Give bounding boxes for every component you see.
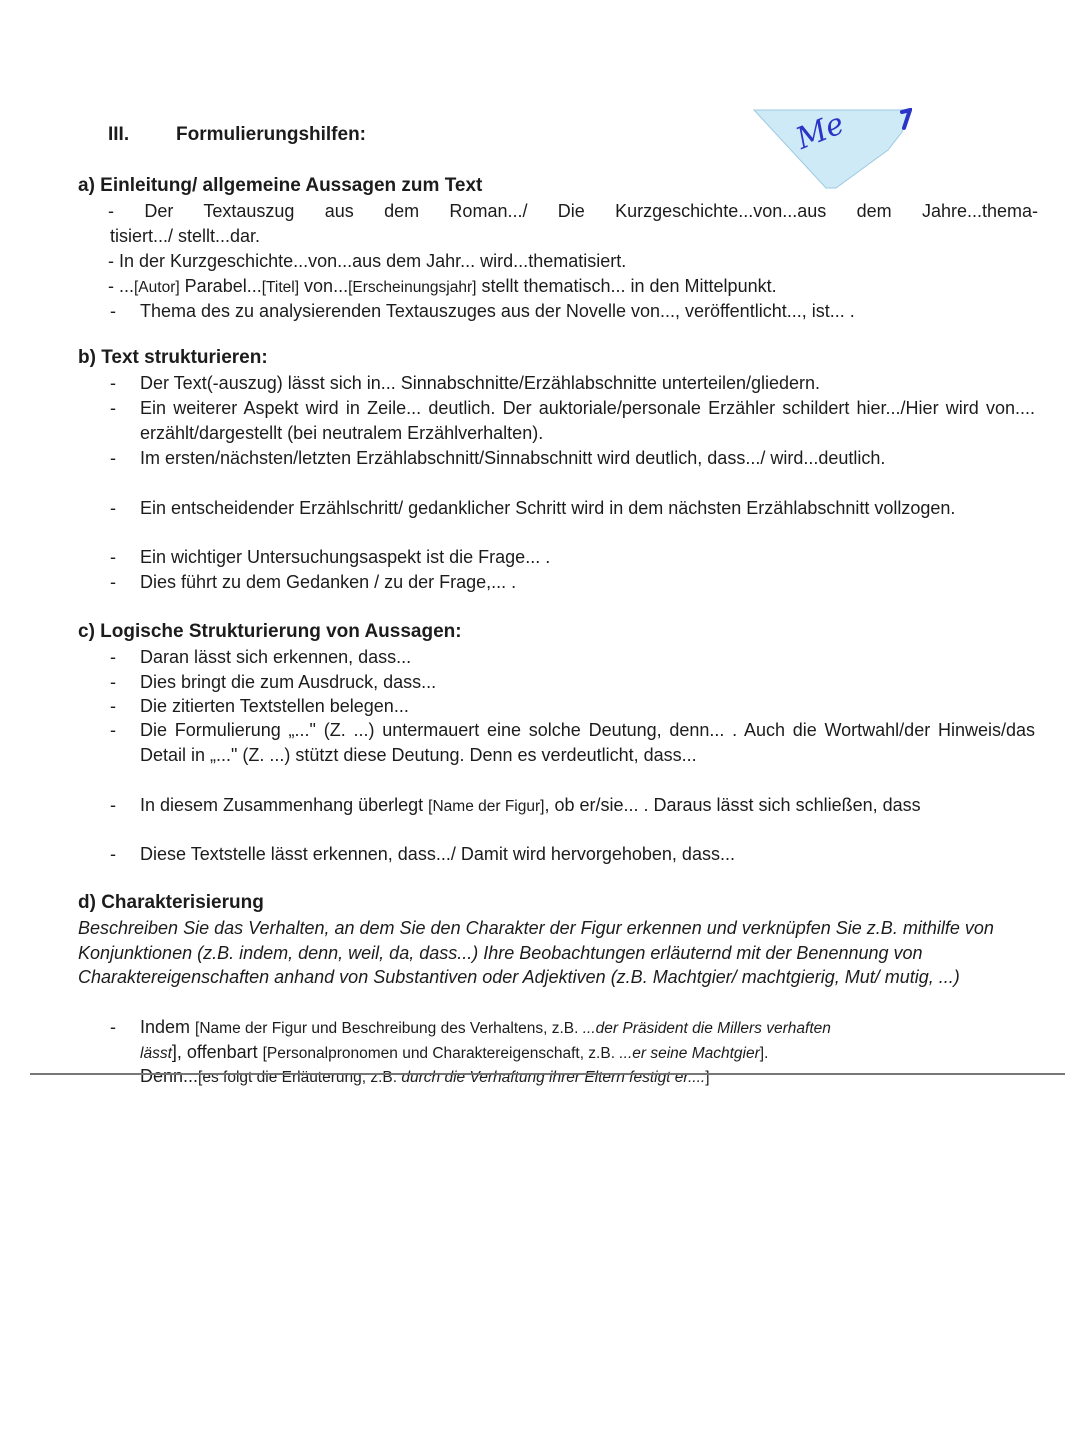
section-b-item: - Ein wichtiger Untersuchungsaspekt ist die Frage... .: [140, 545, 1035, 570]
sticky-note: [752, 108, 912, 192]
example-text: ...er seine Machtgier: [619, 1045, 760, 1062]
example-text: durch die Verhaftung ihrer Eltern festigt er....: [401, 1069, 706, 1086]
section-c-item: - Dies bringt die zum Ausdruck, dass...: [140, 670, 1035, 695]
heading-number: III.: [108, 124, 130, 145]
section-d-example-line3: [140, 1064, 1035, 1091]
section-a-line2: - In der Kurzgeschichte...von...aus dem Jahr... wird...thematisiert.: [108, 251, 627, 271]
text-fragment: ]: [705, 1069, 710, 1086]
text-fragment: , ob er/sie... . Daraus lässt sich schließen, dass: [544, 795, 921, 815]
section-b-item: - Ein entscheidender Erzählschritt/ gedanklicher Schritt wird in dem nächsten Erzählabschnitt vollzogen.: [140, 496, 1035, 521]
section-c-item: - Die Formulierung „..." (Z. ...) untermauert eine solche Deutung, denn... . Auch die Wortwahl/der Hinweis/das Detail in „..." (Z. ...) stützt diese Deutung. Denn es verdeutlicht, dass...: [140, 718, 1035, 767]
text-fragment: von...: [299, 276, 349, 296]
section-c-item: - Die zitierten Textstellen belegen...: [140, 694, 1035, 719]
section-b-item: - Im ersten/nächsten/letzten Erzählabschnitt/Sinnabschnitt wird deutlich, dass.../ wird...deutlich.: [140, 446, 940, 471]
example-text: lässt: [140, 1045, 172, 1062]
section-d-example-line2: [140, 1040, 1035, 1067]
section-heading: [108, 124, 366, 146]
placeholder-year: [Erscheinungsjahr]: [348, 279, 477, 296]
section-b-title: b) Text strukturieren:: [78, 347, 268, 368]
section-d-example-line1: [140, 1015, 1035, 1042]
placeholder-text: [es folgt die Erläuterung, z.B.: [198, 1069, 402, 1086]
placeholder-text: [Personalpronomen und Charaktereigenschaft, z.B.: [262, 1045, 620, 1062]
heading-title: Formulierungshilfen:: [176, 124, 366, 145]
section-c-item-5: [140, 793, 1035, 820]
placeholder-title: [Titel]: [261, 279, 300, 296]
section-b-item: - Der Text(-auszug) lässt sich in... Sinnabschnitte/Erzählabschnitte unterteilen/gliedern.: [140, 371, 1035, 396]
text-fragment: In diesem Zusammenhang überlegt: [140, 795, 429, 815]
example-text: ...der Präsident die Millers verhaften: [582, 1020, 831, 1037]
section-b-item: - Ein weiterer Aspekt wird in Zeile... deutlich. Der auktoriale/personale Erzähler schildert hier.../Hier wird von.... erzählt/dargestellt (bei neutralem Erzählverhalten).: [140, 396, 1035, 445]
section-a-line3: [108, 274, 1038, 301]
text-fragment: Parabel...: [179, 276, 262, 296]
text-fragment: - ...: [108, 276, 134, 296]
placeholder-text: [Name der Figur und Beschreibung des Verhaltens, z.B.: [195, 1020, 583, 1037]
section-c-item: - Daran lässt sich erkennen, dass...: [140, 645, 1035, 670]
page-cut-line: [30, 1073, 1065, 1075]
text-fragment: Indem: [140, 1017, 196, 1037]
text-fragment: stellt thematisch... in den Mittelpunkt.: [476, 276, 777, 296]
section-a-line1: - Der Textauszug aus dem Roman.../ Die Kurzgeschichte...von...aus dem Jahre...thema-: [108, 201, 1038, 221]
placeholder-figure-name: [Name der Figur]: [428, 798, 545, 815]
section-c-title: c) Logische Strukturierung von Aussagen:: [78, 621, 462, 642]
section-a-line1-cont: tisiert.../ stellt...dar.: [110, 226, 261, 246]
section-a-line4: - Thema des zu analysierenden Textauszuges aus der Novelle von..., veröffentlicht..., ist... .: [140, 299, 1035, 324]
sticky-note-handwriting: Me: [791, 106, 850, 157]
text-fragment: Denn...: [140, 1066, 199, 1086]
placeholder-author: [Autor]: [134, 279, 180, 296]
section-b-item: - Dies führt zu dem Gedanken / zu der Frage,... .: [140, 570, 1035, 595]
text-fragment: ].: [759, 1045, 769, 1062]
text-fragment: ], offenbart: [171, 1042, 263, 1062]
section-d-intro: Beschreiben Sie das Verhalten, an dem Sie den Charakter der Figur erkennen und verknüpfen Sie z.B. mithilfe von Konjunktionen (z.B. indem, denn, weil, da, dass...) Ihre Beobachtungen erläuternd mit der Benennung von Charaktereigenschaften anhand von Substantiven oder Adjektiven (z.B. Machtgier/ machtgierig, Mut/ mutig, ...): [78, 918, 994, 987]
section-d-title: d) Charakterisierung: [78, 892, 264, 913]
section-c-item: - Diese Textstelle lässt erkennen, dass.../ Damit wird hervorgehoben, dass...: [140, 842, 1035, 867]
section-a-title: a) Einleitung/ allgemeine Aussagen zum Text: [78, 175, 483, 196]
